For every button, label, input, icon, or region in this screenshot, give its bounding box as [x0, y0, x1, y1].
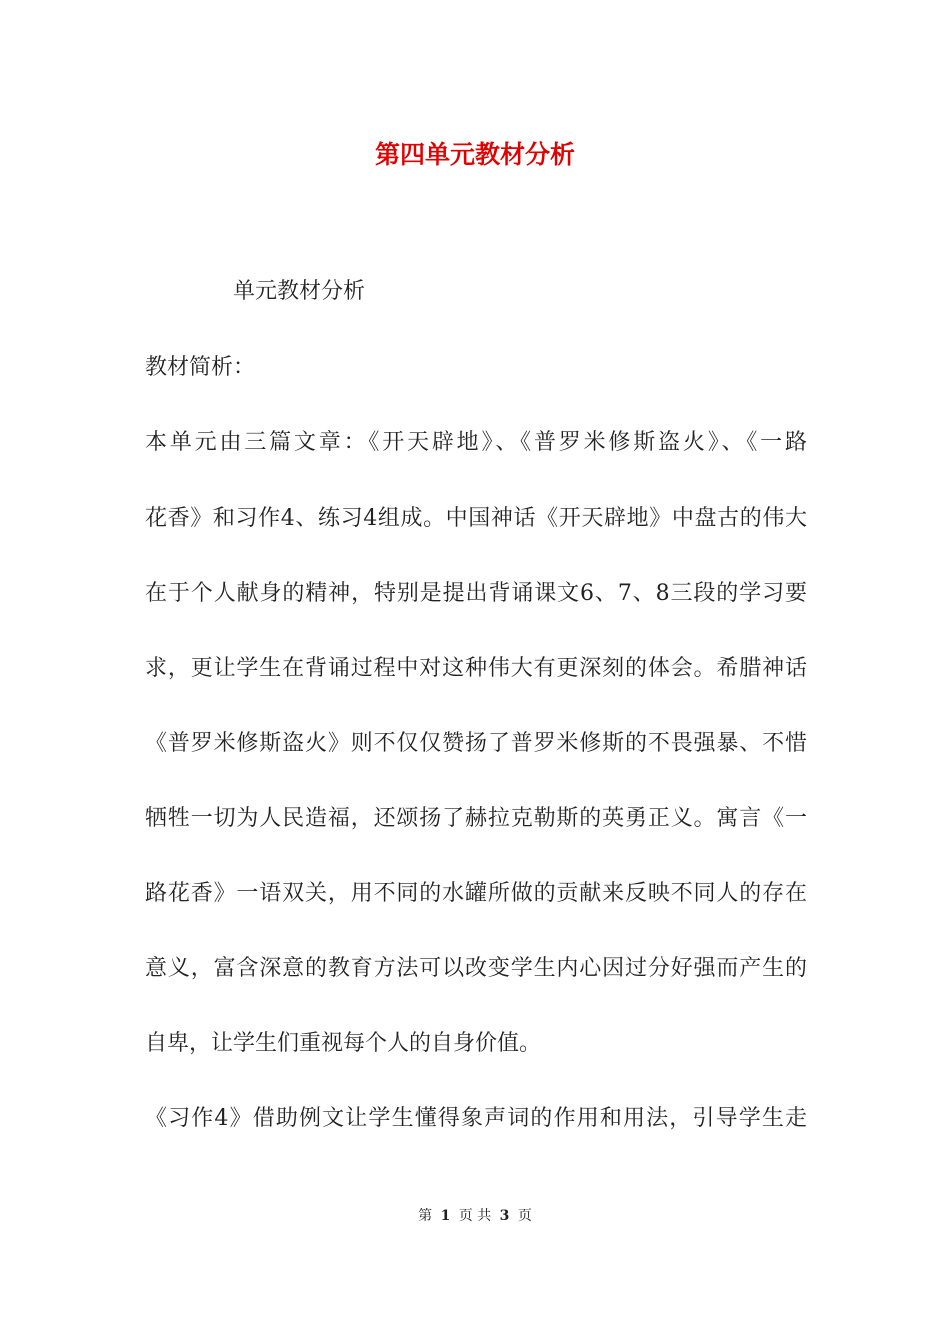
section-subtitle: 单元教材分析 [233, 279, 366, 304]
body-text-line: 本单元由三篇文章：《开天辟地》、《普罗米修斯盗火》、《一路 [145, 430, 807, 455]
body-text-line: 求，更让学生在背诵过程中对这种伟大有更深刻的体会。希腊神话 [145, 656, 807, 681]
section-label: 教材简析： [145, 355, 256, 380]
body-text-line: 牺牲一切为人民造福，还颂扬了赫拉克勒斯的英勇正义。寓言《一 [145, 806, 807, 831]
page-footer [0, 1206, 950, 1226]
body-text-line: 花香》和习作4、练习4组成。中国神话《开天辟地》中盘古的伟大 [145, 506, 807, 531]
body-text-line: 在于个人献身的精神，特别是提出背诵课文6、7、8三段的学习要 [145, 581, 807, 606]
footer-middle: 页 共 [458, 1208, 492, 1224]
page-title: 第四单元教材分析 [374, 140, 575, 169]
footer-suffix: 页 [517, 1208, 532, 1224]
body-text-line: 《普罗米修斯盗火》则不仅仅赞扬了普罗米修斯的不畏强暴、不惜 [145, 731, 807, 756]
body-text-line: 路花香》一语双关，用不同的水罐所做的贡献来反映不同人的存在 [145, 881, 807, 906]
body-text-line: 《习作4》借助例文让学生懂得象声词的作用和用法，引导学生走 [145, 1106, 807, 1131]
footer-page-number: 1 [440, 1208, 451, 1224]
footer-prefix: 第 [418, 1208, 433, 1224]
body-text-line: 意义，富含深意的教育方法可以改变学生内心因过分好强而产生的 [145, 956, 807, 981]
body-text-line: 自卑，让学生们重视每个人的自身价值。 [145, 1031, 542, 1056]
footer-total-pages: 3 [499, 1208, 510, 1224]
